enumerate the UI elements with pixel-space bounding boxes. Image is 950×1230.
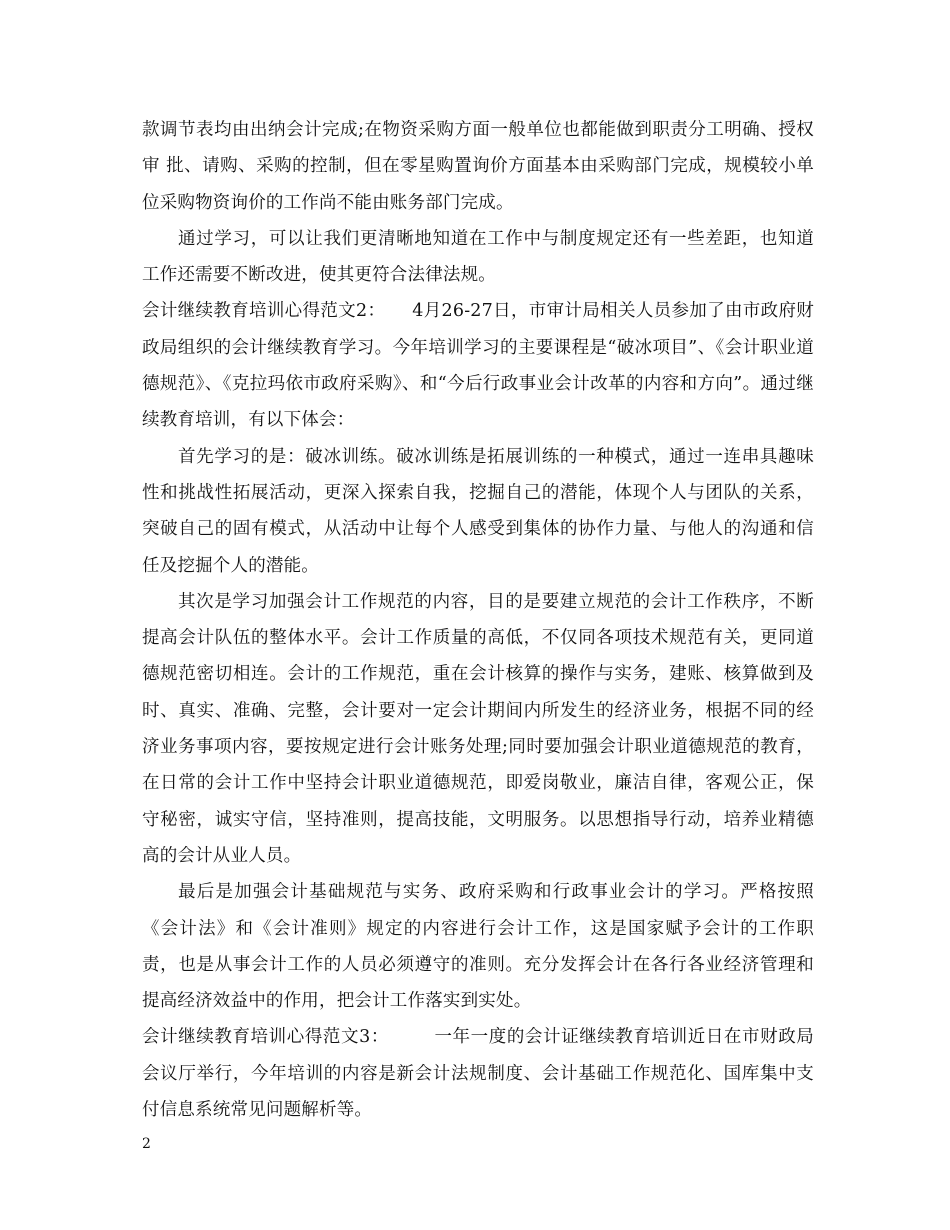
paragraph: 会计继续教育培训心得范文2： 4月26-27日，市审计局相关人员参加了由市政府财政局组织的会计继续教育学习。今年培训学习的主要课程是“破冰项目”、《会计职业道德规范》、《克拉玛依市政府采购》、和“今后行政事业会计改革的内容和方向”。通过继续教育培训，有以下体会： <box>142 301 814 431</box>
paragraph: 款调节表均由出纳会计完成;在物资采购方面一般单位也都能做到职责分工明确、授权审 批、请购、采购的控制，但在零星购置询价方面基本由采购部门完成，规模较小单位采购物资询价的工作尚不能由账务部门完成。 <box>142 120 814 213</box>
paragraph: 会计继续教育培训心得范文3： 一年一度的会计证继续教育培训近日在市财政局会议厅举行，今年培训的内容是新会计法规制度、会计基础工作规范化、国库集中支付信息系统常见问题解析等。 <box>142 1027 814 1121</box>
paragraph: 最后是加强会计基础规范与实务、政府采购和行政事业会计的学习。严格按照《会计法》和《会计准则》规定的内容进行会计工作，这是国家赋予会计的工作职责，也是从事会计工作的人员必须遵守的准则。充分发挥会计在各行各业经济管理和提高经济效益中的作用，把会计工作落实到实处。 <box>142 882 814 1012</box>
page-number: 2 <box>142 1136 151 1152</box>
paragraph: 首先学习的是：破冰训练。破冰训练是拓展训练的一种模式，通过一连串具趣味性和挑战性拓展活动，更深入探索自我，挖掘自己的潜能，体现个人与团队的关系，突破自己的固有模式，从活动中让每个人感受到集体的协作力量、与他人的沟通和信任及挖掘个人的潜能。 <box>142 446 814 576</box>
paragraph: 通过学习，可以让我们更清晰地知道在工作中与制度规定还有一些差距，也知道工作还需要不断改进，使其更符合法律法规。 <box>142 228 814 286</box>
document-body <box>142 112 814 1128</box>
paragraph: 其次是学习加强会计工作规范的内容，目的是要建立规范的会计工作秩序，不断提高会计队伍的整体水平。会计工作质量的高低，不仅同各项技术规范有关，更同道德规范密切相连。会计的工作规范，重在会计核算的操作与实务，建账、核算做到及时、真实、准确、完整，会计要对一定会计期间内所发生的经济业务，根据不同的经济业务事项内容，要按规定进行会计账务处理;同时要加强会计职业道德规范的教育，在日常的会计工作中坚持会计职业道德规范，即爱岗敬业，廉洁自律，客观公正，保守秘密，诚实守信，坚持准则，提高技能，文明服务。以思想指导行动，培养业精德高的会计从业人员。 <box>142 591 814 866</box>
